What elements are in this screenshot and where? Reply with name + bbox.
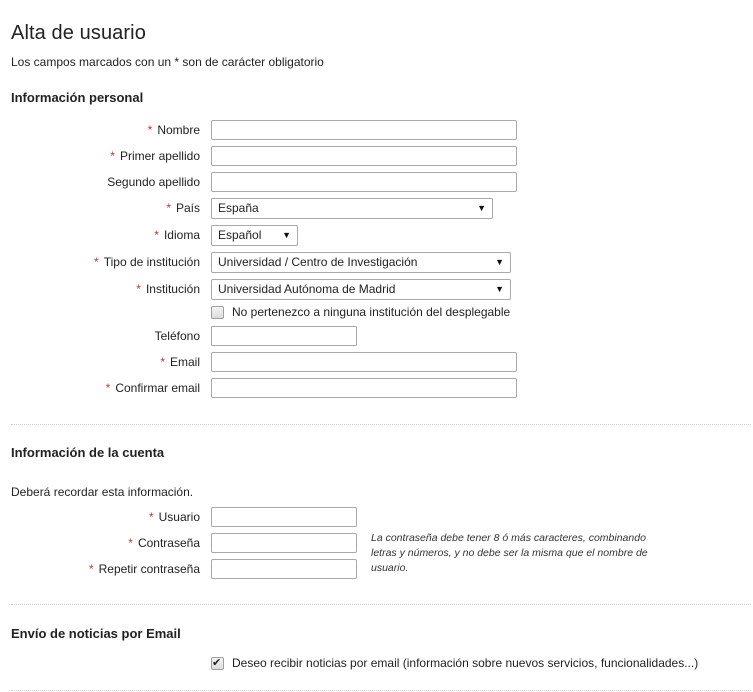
field-row-nombre	[0, 120, 753, 140]
dropdown-arrow-icon: ▼	[495, 257, 504, 267]
newsletter-label: Deseo recibir noticias por email (información sobre nuevos servicios, funcionalidades...)	[232, 656, 699, 670]
institucion-selected-value: Universidad Autónoma de Madrid	[218, 282, 396, 296]
password-input[interactable]	[211, 533, 357, 553]
dropdown-arrow-icon: ▼	[495, 284, 504, 294]
newsletter-checkbox[interactable]	[211, 657, 224, 670]
repeat-password-input[interactable]	[211, 559, 357, 579]
field-row-primer-apellido	[0, 146, 753, 166]
email-input[interactable]	[211, 352, 517, 372]
section-divider	[11, 690, 751, 691]
dropdown-arrow-icon: ▼	[477, 203, 486, 213]
password-hint: La contraseña debe tener 8 ó más caracteres, combinando letras y números, y no debe ser la misma que el nombre de usuario.	[371, 532, 648, 574]
checkmark-icon: ✔	[212, 657, 222, 669]
pais-label: * País	[166, 201, 200, 215]
pais-selected-value: España	[218, 201, 259, 215]
usuario-label: * Usuario	[148, 510, 200, 524]
section-divider	[11, 424, 751, 425]
nombre-input[interactable]	[211, 120, 517, 140]
required-mark: *	[147, 123, 153, 137]
field-row-tipo-institucion	[0, 252, 753, 272]
required-mark: *	[110, 149, 115, 163]
section-divider	[11, 604, 751, 605]
confirmar-email-input[interactable]	[211, 378, 517, 398]
required-mark: *	[154, 228, 159, 242]
nombre-label: * Nombre	[147, 123, 200, 137]
segundo-apellido-label: Segundo apellido	[107, 175, 200, 189]
required-mark: *	[128, 536, 133, 550]
no-institucion-label: No pertenezco a ninguna institución del desplegable	[232, 305, 511, 319]
segundo-apellido-input[interactable]	[211, 172, 517, 192]
field-row-telefono	[0, 326, 753, 346]
field-row-usuario	[0, 507, 753, 527]
telefono-label: Teléfono	[154, 329, 200, 343]
required-mark: *	[160, 355, 165, 369]
section-title-newsletter: Envío de noticias por Email	[11, 626, 181, 641]
field-row-pais	[0, 198, 753, 218]
primer-apellido-input[interactable]	[211, 146, 517, 166]
dropdown-arrow-icon: ▼	[282, 230, 291, 240]
page-title: Alta de usuario	[11, 22, 146, 45]
field-row-segundo-apellido	[0, 172, 753, 192]
required-mark: *	[94, 255, 99, 269]
pais-select[interactable]	[211, 198, 493, 219]
required-fields-note: Los campos marcados con un * son de carácter obligatorio	[11, 55, 324, 69]
institucion-select[interactable]	[211, 279, 511, 300]
institucion-label: * Institución	[136, 282, 200, 296]
section-title-account: Información de la cuenta	[11, 445, 165, 460]
tipo-institucion-select[interactable]	[211, 252, 511, 273]
field-row-institucion	[0, 279, 753, 299]
field-row-confirmar-email	[0, 378, 753, 398]
confirmar-email-label: * Confirmar email	[105, 381, 200, 395]
required-mark: *	[166, 201, 171, 215]
account-info-note: Deberá recordar esta información.	[11, 485, 194, 499]
section-title-personal: Información personal	[11, 90, 144, 105]
required-mark: *	[88, 562, 94, 576]
primer-apellido-label: * Primer apellido	[110, 149, 200, 163]
required-mark: *	[148, 510, 154, 524]
tipo-institucion-label: * Tipo de institución	[94, 255, 200, 269]
telefono-input[interactable]	[211, 326, 357, 346]
email-label: * Email	[160, 355, 200, 369]
contrasena-label: * Contraseña	[128, 536, 200, 550]
idioma-selected-value: Español	[218, 228, 262, 242]
field-row-email	[0, 352, 753, 372]
field-row-idioma	[0, 225, 753, 245]
idioma-select[interactable]	[211, 225, 298, 246]
required-mark: *	[105, 381, 111, 395]
no-institucion-checkbox[interactable]	[211, 306, 224, 319]
repetir-contrasena-label: * Repetir contraseña	[88, 562, 200, 576]
idioma-label: * Idioma	[154, 228, 200, 242]
usuario-input[interactable]	[211, 507, 357, 527]
tipo-institucion-selected-value: Universidad / Centro de Investigación	[218, 255, 418, 269]
required-mark: *	[136, 282, 141, 296]
